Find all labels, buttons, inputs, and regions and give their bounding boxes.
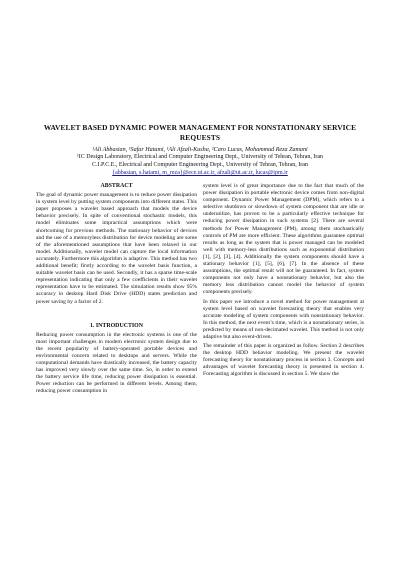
left-column bbox=[36, 183, 197, 396]
introduction-paragraph-2: In this paper we introduce a novel method for power management at system level based on wavelet forecasting theory that enables very accurate modeling of system components with nonstationary behavior. In this method, the next event’s time, which is a nonstationary series, is predicted by means of non-decimated wavelet. This method is not only adaptive but also event-driven. bbox=[203, 298, 364, 340]
affiliation-2: C.I.P.C.E., Electrical and Computer Engineering Dept., University of Tehran, Tehran, Iran bbox=[92, 162, 308, 168]
introduction-paragraph-3: The remainder of this paper is organized as follow. Section 2 describes the desktop HDD behavior modeling. We present the wavelet forecasting theory for nonstationary process in section 3. Concepts and advantages of wavelet forecasting theory is presented in section 4. Forecasting algorithm is discussed in section 5. We show the bbox=[203, 343, 364, 378]
introduction-paragraph-1: system level is of great importance due to the fact that much of the power dissipation in portable electronic device comes from non-digital component. Dynamic Power Management (DPM), which refers to a selective shutdown or slowdown of system component that are idle or underutilize, has proven to be a particularly effective technique for reducing power dissipation in such systems [2]. There are several methods for Power Management (PM), among them stochastically controls of PM are more efficient. These algorithms guarantee optimal results as long as the system that is power managed can be modeled well with memory-less distributions such as exponential distribution [1], [2], [3], [4]. Additionally the system components should have a stationary behavior [1], [5], [6], [7]. In the absence of these assumptions, the optimal result will not be guaranteed. In fact, system components not only have a nonstationary behavior, but also the memory less distribution cannot model the behavior of system components precisely. bbox=[203, 183, 364, 296]
abstract-text: The goal of dynamic power management is to reduce power dissipation in system level by putting system components into different states. This paper proposes a wavelet based approach that models the device behavior precisely. In spite of conventional stochastic models, this model eliminates some impractical assumptions which were shortcoming for previous methods. The stationary behavior of devices and the use of a memoryless distribution for device modeling are some of the aforementioned assumptions that have been relaxed in our model. Additionally, wavelet model can capture the local information accurately. Furthermore this algorithm is adaptive. This method has two additional benefit; firstly according to the wavelet basis function, a suitable wavelet basis can be used. Secondly, it has a sparse time-scale representation indicating that only a few coefficients in their wavelet representation have to be estimated. The simulation results show 95% accuracy in desktop Hard Disk Drive (HDD) states prediction and power saving by a factor of 2. bbox=[36, 192, 197, 305]
affiliation-1: ¹IC Design Laboratory, Electrical and Computer Engineering Dept., University of Tehran, Tehran, Iran bbox=[76, 154, 324, 160]
author-emails[interactable]: {abbasian, s.hatami, m_reza}@ece.ut.ac.ir, afzali@ut.ac.ir, lucas@ipm.ir bbox=[112, 170, 288, 176]
introduction-heading: 1. INTRODUCTION bbox=[89, 322, 144, 329]
introduction-text: Reducing power consumption in the electronic systems is one of the most important challenges in modern electronic system design due to the recent popularity of battery-operated portable devices and environmental concern related to desktops and servers. While the computational demands have drastically increased, the battery capacity has improved very slowly over the same time. So, in order to extend the battery service life time, reducing power dissipation is essential. Power reduction can be performed in different levels. Among them, reducing power consumption in bbox=[36, 331, 197, 395]
paper-title: WAVELET BASED DYNAMIC POWER MANAGEMENT FOR NONSTATIONARY SERVICE REQUESTS bbox=[43, 123, 357, 142]
affiliations bbox=[30, 153, 370, 177]
author-list: ¹Ali Abbasian, ¹Safar Hatami, ¹Ali Afzali-Kusha, ²Caro Lucas, Mohammad Reza Zamani bbox=[92, 147, 308, 153]
abstract-heading: ABSTRACT bbox=[100, 183, 133, 189]
right-column bbox=[203, 183, 364, 379]
